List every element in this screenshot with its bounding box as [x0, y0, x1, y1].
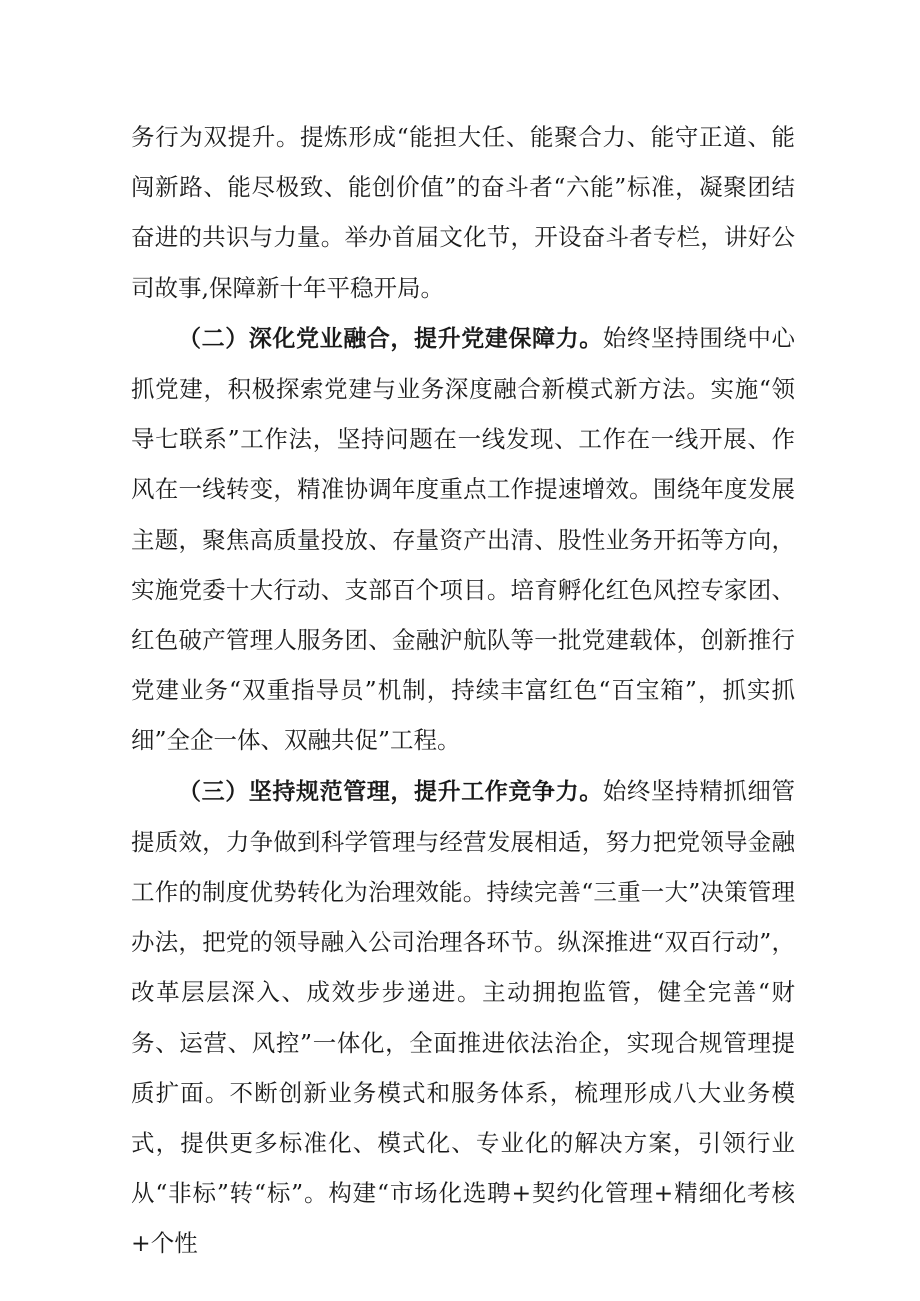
section-heading: （三）坚持规范管理，提升工作竞争力。	[178, 778, 603, 805]
document-body	[131, 112, 795, 1269]
paragraph-section-3	[131, 766, 795, 1269]
paragraph-body: 务行为双提升。提炼形成“能担大任、能聚合力、能守正道、能闯新路、能尽极致、能创价值”的奋斗者“六能”标准，凝聚团结奋进的共识与力量。举办首届文化节，开设奋斗者专栏，讲好公司故事,保障新十年平稳开局。	[131, 123, 795, 302]
paragraph-continuation	[131, 112, 795, 313]
paragraph-body: 始终坚持围绕中心抓党建，积极探索党建与业务深度融合新模式新方法。实施“领导七联系”工作法，坚持问题在一线发现、工作在一线开展、作风在一线转变，精准协调年度重点工作提速增效。围绕年度发展主题，聚焦高质量投放、存量资产出清、股性业务开拓等方向，实施党委十大行动、支部百个项目。培育孵化红色风控专家团、红色破产管理人服务团、金融沪航队等一批党建载体，创新推行党建业务“双重指导员”机制，持续丰富红色“百宝箱”，抓实抓细”全企一体、双融共促”工程。	[131, 323, 796, 755]
paragraph-section-2	[131, 313, 795, 766]
section-heading: （二）深化党业融合，提升党建保障力。	[178, 325, 603, 352]
paragraph-body: 始终坚持精抓细管提质效，力争做到科学管理与经营发展相适，努力把党领导金融工作的制度优势转化为治理效能。持续完善“三重一大”决策管理办法，把党的领导融入公司治理各环节。纵深推进“双百行动”，改革层层深入、成效步步递进。主动拥抱监管，健全完善“财务、运营、风控”一体化，全面推进依法治企，实现合规管理提质扩面。不断创新业务模式和服务体系，梳理形成八大业务模式，提供更多标准化、模式化、专业化的解决方案，引领行业从“非标”转“标”。构建“市场化选聘+契约化管理+精细化考核+个性	[131, 776, 796, 1258]
